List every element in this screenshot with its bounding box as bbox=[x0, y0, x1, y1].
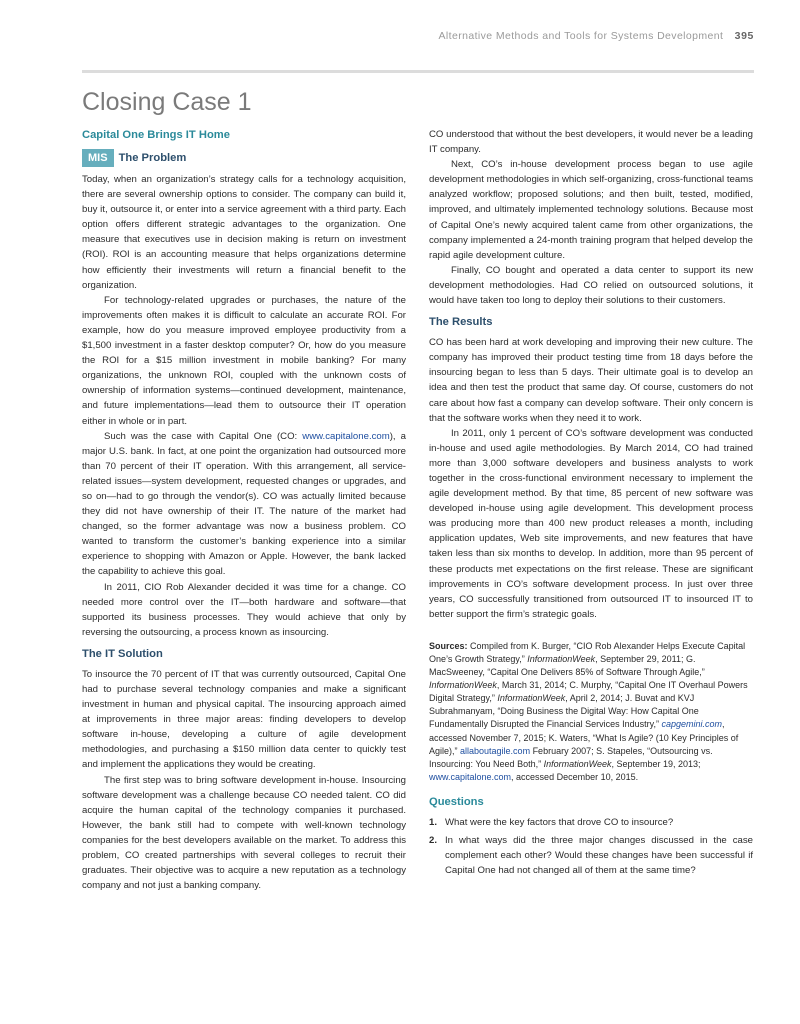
sources-journal-3: InformationWeek bbox=[497, 693, 566, 704]
right-paragraph-2: Next, CO’s in-house development process began to use agile development methodologies in which self-organizing, cross-functional teams analyzed workflow; proposed solutions; and then built, tested, modified, improved, and ultimately implemented technology solutions. Because most of Capital One’s newly acquired talent came from other organizations, the company implemented a 24-month training program that helped develop the rapid agile development culture. bbox=[429, 159, 753, 261]
sources-journal-4: InformationWeek bbox=[543, 758, 612, 769]
sources-text-3: , March 31, 2014; C. Murphy, “Capital One IT Overhaul Powers Digital Strategy,” bbox=[429, 680, 748, 704]
problem-paragraph-3 bbox=[82, 429, 406, 580]
right-column bbox=[429, 127, 753, 881]
results-paragraph-1: CO has been hard at work developing and improving their new culture. The company has improved their product testing time from 18 days before the insourcing began to less than 5 days. Their ultimate goal is to develop an idea and then test the product that same day. Of course, customers do not care about how fast a company can develop software. Their only concern is that the software works when they need it to work. bbox=[429, 337, 753, 424]
p3-text-before: Such was the case with Capital One (CO: bbox=[104, 430, 303, 442]
sources-text-2: , September 29, 2011; G. MacSweeney, “Capital One Delivers 85% of Software Through Agile,” bbox=[429, 654, 705, 678]
sources-journal-1: InformationWeek bbox=[527, 654, 596, 664]
problem-heading-row bbox=[82, 149, 406, 167]
right-paragraph-1: CO understood that without the best developers, it would never be a leading IT company. bbox=[429, 129, 753, 156]
it-solution-paragraph-1: To insource the 70 percent of IT that was currently outsourced, Capital One had to purchase several technology companies and make a significant investment in human and physical capital. The insourcing approach aimed at improvements in three major areas: finding developers to develop software in-house, developing a culture of agile development methodologies, and purchasing a $150 million data center to quickly test and implement the applications they would be creating. bbox=[82, 668, 406, 771]
it-solution-paragraph-2: The first step was to bring software development in-house. Insourcing software development was a challenge because CO needed talent. CO did acquire the human capital of the technology companies it purchased. However, the bank still had to compete with well-known technology companies for the best developers available on the market. To address this problem, CO created partnerships with several colleges to recruit their graduates. Their objective was to acquire a new reputation as a technology company and not just a banking company. bbox=[82, 774, 406, 892]
capitalone-source-link[interactable]: www.capitalone.com bbox=[429, 771, 512, 782]
sources-text-7: , September 19, 2013; bbox=[611, 758, 701, 769]
case-subtitle: Capital One Brings IT Home bbox=[82, 129, 230, 141]
sources-label: Sources: bbox=[429, 640, 468, 651]
right-paragraph-3: Finally, CO bought and operated a data center to support its new development methodologies. Had CO relied on outsourced solutions, it would have taken too long to deploy their solutions to their customers. bbox=[429, 264, 753, 307]
left-column bbox=[82, 127, 406, 893]
results-heading: The Results bbox=[429, 316, 493, 329]
sources-text-8: , accessed December 10, 2015. bbox=[511, 771, 639, 782]
capitalone-link[interactable]: www.capitalone.com bbox=[302, 430, 390, 442]
question-text: What were the key factors that drove CO to insource? bbox=[445, 816, 674, 828]
mis-badge: MIS bbox=[82, 149, 114, 167]
running-title: Alternative Methods and Tools for Systems Development bbox=[438, 30, 724, 42]
question-number: 1. bbox=[429, 816, 438, 828]
problem-paragraph-4: In 2011, CIO Rob Alexander decided it was time for a change. CO needed more control over the IT—both hardware and software—that supported its business processes. They would achieve that only by reversing the outsourcing, a process known as insourcing. bbox=[82, 581, 406, 638]
sources-text-1: Compiled from K. Burger, “CIO Rob Alexander Helps Execute Capital One’s Growth Strategy,” bbox=[429, 640, 746, 664]
question-item bbox=[429, 833, 753, 878]
page-number: 395 bbox=[734, 30, 754, 42]
it-solution-heading: The IT Solution bbox=[82, 647, 163, 660]
questions-list bbox=[429, 815, 753, 878]
results-paragraph-2: In 2011, only 1 percent of CO’s software development was conducted in-house and used agile methodologies. By March 2014, CO had trained more than 3,000 software developers and business analysts to work together in the cross-functional environment necessary to implement the agile development method. By that time, 85 percent of new software was developed in-house using agile development. This development process was producing more than 400 new product releases a month, including application updates, Web site improvements, and new features that have taken less than six months to develop. In addition, more than 95 percent of these products met expectations on the first release. These are significant improvements in CO’s software development process. In just over three years, CO successfully transitioned from outsourced IT to insourced IT to better support the firm’s strategic goals. bbox=[429, 427, 753, 620]
question-number: 2. bbox=[429, 835, 438, 847]
running-header bbox=[439, 30, 754, 42]
header-rule bbox=[82, 70, 754, 73]
problem-paragraph-2: For technology-related upgrades or purchases, the nature of the improvements often makes it is difficult to calculate an accurate ROI. For example, how do you measure improved employee productivity from a $1,500 investment in a faster desktop computer? Or, how do you measure the ROI for a $15 million investment in mobile banking? For many organizations, the unknown ROI, coupled with the unknown costs of ownership of information systems—continued development, maintenance, and future implementations—lead them to outsource their IT operation either in whole or in part. bbox=[82, 294, 406, 427]
sources-block bbox=[429, 640, 753, 784]
sources-text-6: February 2007; S. Stapeles, “Outsourcing vs. Insourcing: You Need Both,” bbox=[429, 745, 713, 769]
question-text: In what ways did the three major changes discussed in the case complement each other? Would these changes have been successful if Capital One had not changed all of them at the same time? bbox=[445, 835, 753, 877]
sources-text-4: , April 2, 2014; J. Buvat and KVJ Subrahmanyam, “Doing Business the Digital Way: How Capital One Fundamentally Disrupted the Financial Services Industry,” bbox=[429, 693, 699, 730]
allaboutagile-link[interactable]: allaboutagile.com bbox=[460, 745, 531, 756]
questions-heading: Questions bbox=[429, 795, 484, 808]
p3-text-after: ), a major U.S. bank. In fact, at one point the organization had outsourced more than 70 percent of their IT operation. With this arrangement, all service-related issues—system development, requested changes or upgrades, and so on—had to go through the vendor(s). CO was actually limited because they did not have ownership of their IT. The nature of the market had changed, so the former advantage was now a business problem. CO wanted to transform the customer’s banking experience into a similar experience to shopping with Amazon or Apple. However, the bank lacked the capability to achieve this goal. bbox=[82, 430, 406, 578]
problem-paragraph-1: Today, when an organization’s strategy calls for a technology acquisition, there are several ownership options to consider. The company can build it, buy it, outsource it, or enter into a service agreement with a third party. Each option offers different strategic advantages to the organization. One measure that executives use in decision making is return on investment (ROI). ROI is an accounting measure that helps organizations determine how efficiently their investments will return a financial benefit to the organization. bbox=[82, 174, 406, 291]
sources-journal-2: InformationWeek bbox=[429, 680, 497, 691]
problem-heading: The Problem bbox=[118, 152, 187, 164]
capgemini-link[interactable]: capgemini.com bbox=[661, 719, 722, 730]
question-item bbox=[429, 815, 753, 830]
case-title: Closing Case 1 bbox=[82, 88, 252, 116]
sources-text-5: , accessed November 7, 2015; K. Waters, “What Is Agile? (10 Key Principles of Agile),” bbox=[429, 719, 739, 756]
